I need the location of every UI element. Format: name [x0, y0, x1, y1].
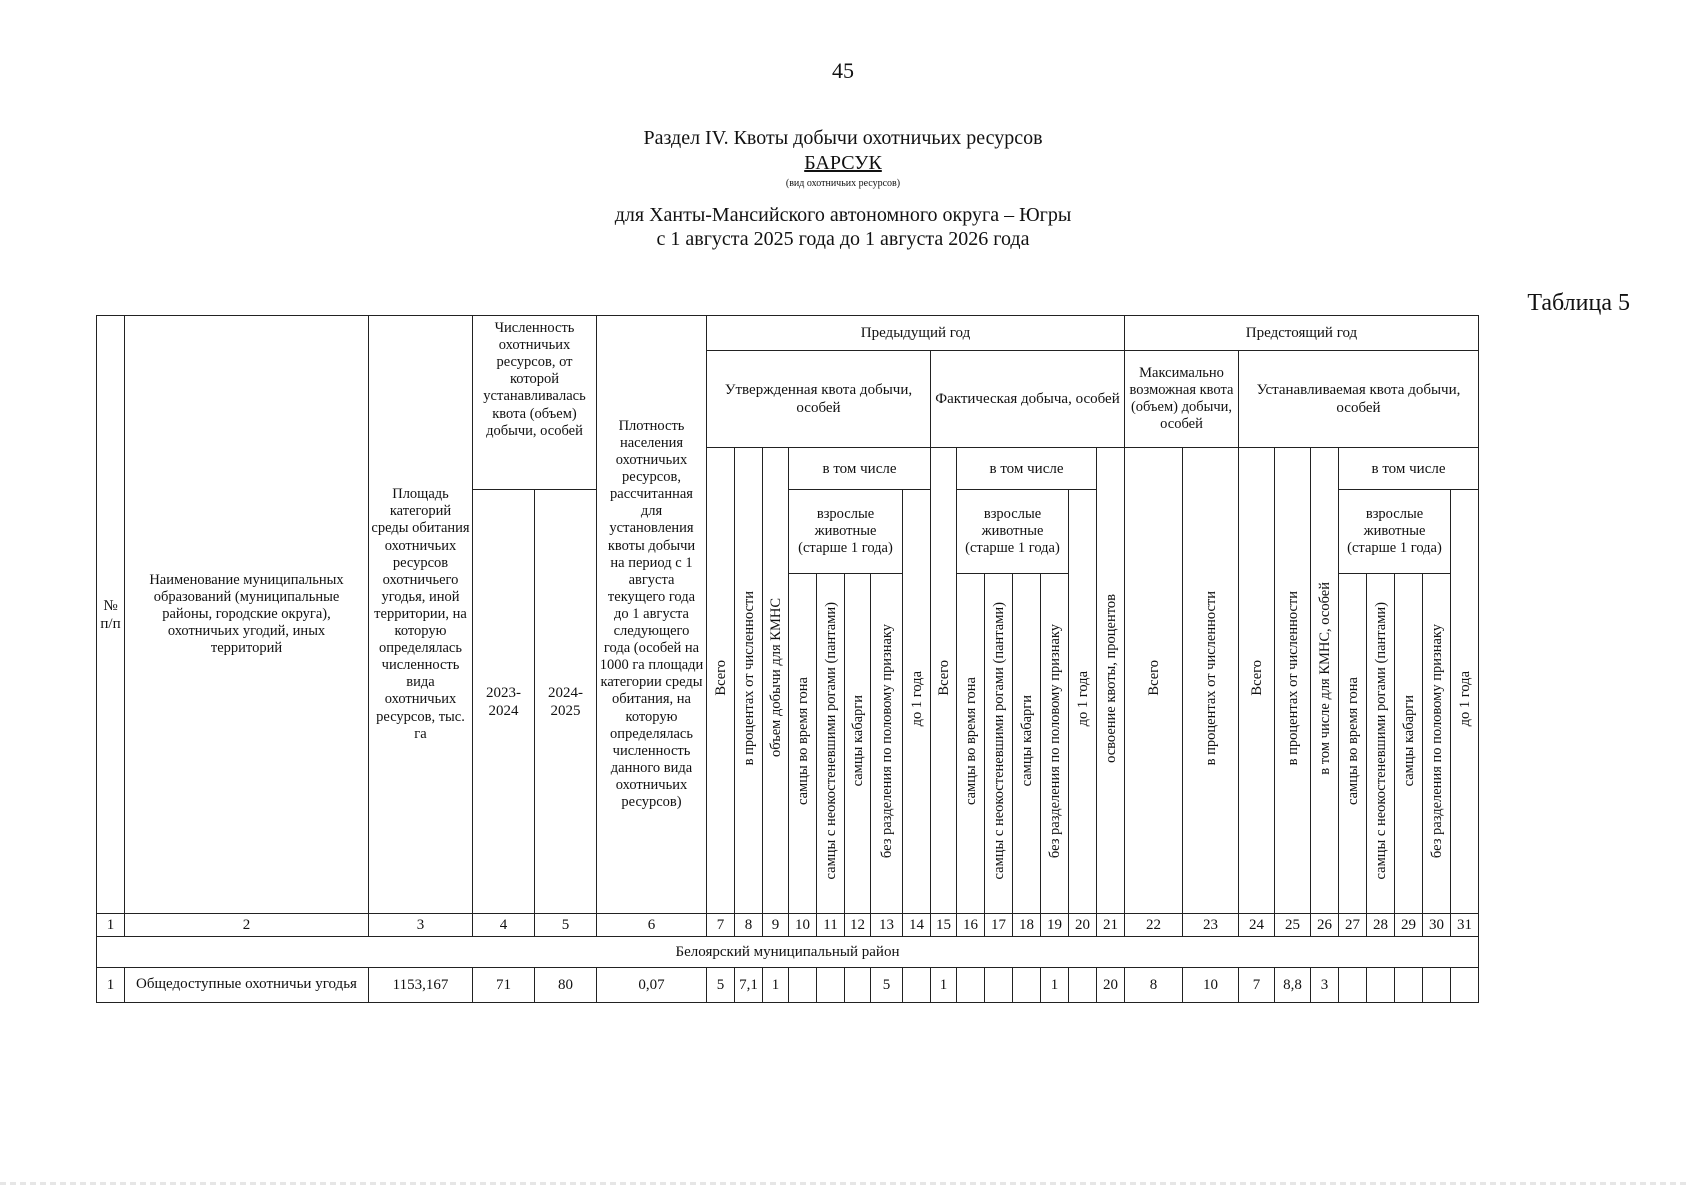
table-cell: 1153,167 — [369, 968, 473, 1003]
header-approved-musk: самцы кабарги — [845, 574, 871, 914]
column-number-cell: 5 — [535, 914, 597, 937]
table-label: Таблица 5 — [1527, 290, 1630, 316]
header-set-total: Всего — [1239, 448, 1275, 914]
table-cell — [903, 968, 931, 1003]
table-cell: Общедоступные охотничьи угодья — [125, 968, 369, 1003]
column-number-cell: 31 — [1451, 914, 1479, 937]
header-actual-total: Всего — [931, 448, 957, 914]
period-line: с 1 августа 2025 года до 1 августа 2026 года — [656, 228, 1030, 250]
table-cell — [1451, 968, 1479, 1003]
header-set-incl: в том числе — [1339, 448, 1479, 490]
header-year-2: 2024-2025 — [535, 490, 597, 914]
column-number-cell: 30 — [1423, 914, 1451, 937]
column-number-cell: 10 — [789, 914, 817, 937]
table-cell — [1367, 968, 1395, 1003]
header-approved-nosex: без разделения по половому признаку — [871, 574, 903, 914]
header-name: Наименование муниципальных образований (муниципальные районы, городские округа), охотничьих угодий, иных территорий — [125, 316, 369, 914]
header-mastery: освоение квоты, процентов — [1097, 448, 1125, 914]
table-cell: 7 — [1239, 968, 1275, 1003]
scan-artifact-line — [0, 1182, 1686, 1185]
table-cell: 20 — [1097, 968, 1125, 1003]
column-number-cell: 20 — [1069, 914, 1097, 937]
table-cell — [1339, 968, 1367, 1003]
column-number-cell: 2 — [125, 914, 369, 937]
table-cell: 1 — [931, 968, 957, 1003]
header-num: № п/п — [97, 316, 125, 914]
section-title: Раздел IV. Квоты добычи охотничьих ресурсов — [643, 127, 1043, 149]
header-set-quota: Устанавливаемая квота добычи, особей — [1239, 351, 1479, 448]
header-approved-males-antlers: самцы с неокостеневшими рогами (пантами) — [817, 574, 845, 914]
column-number-cell: 19 — [1041, 914, 1069, 937]
header-year-1: 2023-2024 — [473, 490, 535, 914]
table-cell: 1 — [1041, 968, 1069, 1003]
header-set-under1: до 1 года — [1451, 490, 1479, 914]
header-approved-pct: в процентах от численности — [735, 448, 763, 914]
column-number-cell: 15 — [931, 914, 957, 937]
column-number-cell: 3 — [369, 914, 473, 937]
header-set-males-antlers: самцы с неокостеневшими рогами (пантами) — [1367, 574, 1395, 914]
table-cell — [985, 968, 1013, 1003]
table-cell: 0,07 — [597, 968, 707, 1003]
header-actual-musk: самцы кабарги — [1013, 574, 1041, 914]
column-number-cell: 27 — [1339, 914, 1367, 937]
column-number-cell: 6 — [597, 914, 707, 937]
header-max-quota: Максимально возможная квота (объем) добычи, особей — [1125, 351, 1239, 448]
table-cell: 5 — [707, 968, 735, 1003]
table-cell — [817, 968, 845, 1003]
column-number-cell: 29 — [1395, 914, 1423, 937]
header-actual-incl: в том числе — [957, 448, 1097, 490]
table-cell: 1 — [763, 968, 789, 1003]
header-set-kmns: в том числе для КМНС, особей — [1311, 448, 1339, 914]
table-cell: 1 — [97, 968, 125, 1003]
column-number-cell: 13 — [871, 914, 903, 937]
quota-table — [96, 315, 1479, 1003]
column-number-cell: 1 — [97, 914, 125, 937]
column-number-cell: 18 — [1013, 914, 1041, 937]
column-number-cell: 28 — [1367, 914, 1395, 937]
column-number-cell: 14 — [903, 914, 931, 937]
page-number: 45 — [832, 58, 854, 83]
column-number-cell: 11 — [817, 914, 845, 937]
header-approved-incl: в том числе — [789, 448, 931, 490]
column-number-cell: 22 — [1125, 914, 1183, 937]
table-cell — [789, 968, 817, 1003]
table-cell: 71 — [473, 968, 535, 1003]
table-cell — [1013, 968, 1041, 1003]
header-actual-males-antlers: самцы с неокостеневшими рогами (пантами) — [985, 574, 1013, 914]
header-approved-adults: взрослые животные (старше 1 года) — [789, 490, 903, 574]
column-number-cell: 17 — [985, 914, 1013, 937]
table-cell — [957, 968, 985, 1003]
table-cell — [1423, 968, 1451, 1003]
header-approved-under1: до 1 года — [903, 490, 931, 914]
column-number-cell: 26 — [1311, 914, 1339, 937]
species-note: (вид охотничьих ресурсов) — [785, 178, 901, 189]
column-number-cell: 24 — [1239, 914, 1275, 937]
header-max-total: Всего — [1125, 448, 1183, 914]
column-number-cell: 9 — [763, 914, 789, 937]
column-number-cell: 4 — [473, 914, 535, 937]
header-set-males-rut: самцы во время гона — [1339, 574, 1367, 914]
species-line — [0, 152, 1686, 175]
table-cell — [1395, 968, 1423, 1003]
column-number-cell: 8 — [735, 914, 763, 937]
region-line: для Ханты-Мансийского автономного округа – Югры — [614, 204, 1072, 226]
header-population: Численность охотничьих ресурсов, от которой устанавливалась квота (объем) добычи, особей — [473, 316, 597, 490]
column-number-cell: 12 — [845, 914, 871, 937]
table-cell: 8,8 — [1275, 968, 1311, 1003]
header-actual-nosex: без разделения по половому признаку — [1041, 574, 1069, 914]
column-number-cell: 7 — [707, 914, 735, 937]
column-number-cell: 25 — [1275, 914, 1311, 937]
header-approved-males-rut: самцы во время гона — [789, 574, 817, 914]
column-number-row — [97, 914, 1479, 937]
table-cell — [1069, 968, 1097, 1003]
header-prev-year: Предыдущий год — [707, 316, 1125, 351]
header-set-adults: взрослые животные (старше 1 года) — [1339, 490, 1451, 574]
column-number-cell: 21 — [1097, 914, 1125, 937]
header-actual-under1: до 1 года — [1069, 490, 1097, 914]
table-cell: 8 — [1125, 968, 1183, 1003]
header-kmns-volume: объем добычи для КМНС — [763, 448, 789, 914]
table-cell — [845, 968, 871, 1003]
header-set-pct: в процентах от численности — [1275, 448, 1311, 914]
column-number-cell: 23 — [1183, 914, 1239, 937]
section-row-title: Белоярский муниципальный район — [97, 937, 1479, 968]
table-cell: 10 — [1183, 968, 1239, 1003]
header-density: Плотность населения охотничьих ресурсов, рассчитанная для установления квоты добычи на период с 1 августа текущего года до 1 августа следующего года (особей на 1000 га площади категории среды обитания, на которую определялась численность данного вида охотничьих ресурсов) — [597, 316, 707, 914]
header-set-musk: самцы кабарги — [1395, 574, 1423, 914]
header-next-year: Предстоящий год — [1125, 316, 1479, 351]
table-cell: 5 — [871, 968, 903, 1003]
header-approved-total: Всего — [707, 448, 735, 914]
table-row — [97, 968, 1479, 1003]
table-cell: 80 — [535, 968, 597, 1003]
column-number-cell: 16 — [957, 914, 985, 937]
header-set-nosex: без разделения по половому признаку — [1423, 574, 1451, 914]
header-actual: Фактическая добыча, особей — [931, 351, 1125, 448]
table-cell: 7,1 — [735, 968, 763, 1003]
header-actual-adults: взрослые животные (старше 1 года) — [957, 490, 1069, 574]
header-area: Площадь категорий среды обитания охотничьих ресурсов охотничьего угодья, иной территории, на которую определялась численность вида охотничьих ресурсов, тыс. га — [369, 316, 473, 914]
header-max-pct: в процентах от численности — [1183, 448, 1239, 914]
species-name: БАРСУК — [804, 152, 882, 174]
header-actual-males-rut: самцы во время гона — [957, 574, 985, 914]
table-cell: 3 — [1311, 968, 1339, 1003]
header-approved: Утвержденная квота добычи, особей — [707, 351, 931, 448]
